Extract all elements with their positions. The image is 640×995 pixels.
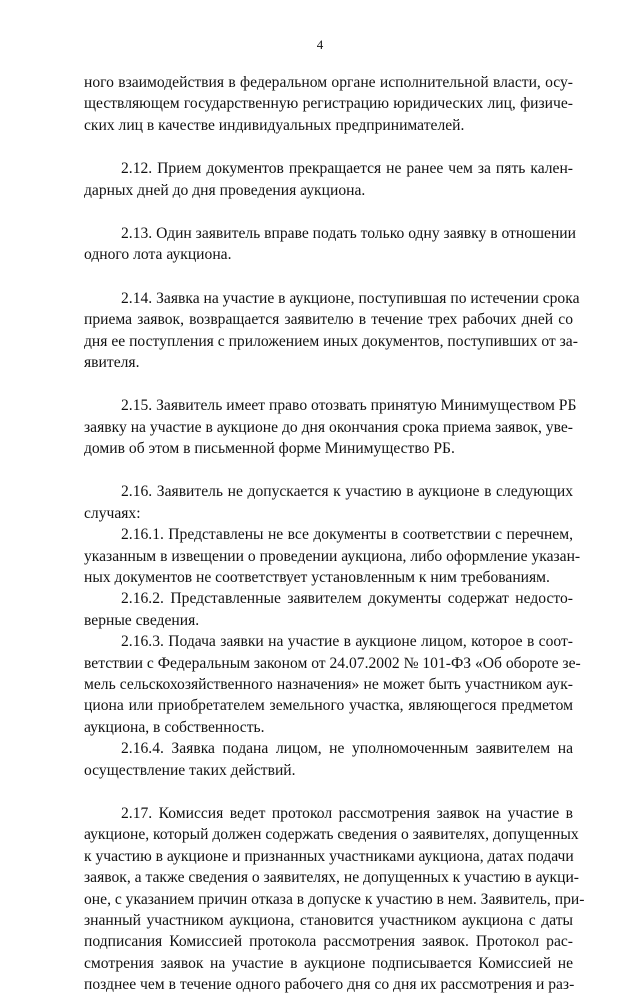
text-line: указанным в извещении о проведении аукциона, либо оформление указан-	[84, 547, 581, 565]
text-line: 2.16.3. Подача заявки на участие в аукционе лицом, которое в соот-	[121, 633, 573, 651]
text-line: домив об этом в письменной форме Минимущество РБ.	[84, 440, 455, 458]
text-line: позднее чем в течение одного рабочего дня со дня их рассмотрения и раз-	[84, 976, 575, 994]
text-line: 2.16.2. Представленные заявителем документы содержат недосто-	[121, 590, 573, 608]
text-line: верные сведения.	[84, 611, 200, 629]
text-line: случаях:	[84, 504, 141, 522]
document-body	[84, 72, 585, 995]
text-line: ного взаимодействия в федеральном органе исполнительной власти, осу-	[84, 74, 573, 91]
paragraph-2-12	[84, 158, 573, 201]
text-line: приема заявок, возвращается заявителю в течение трех рабочих дней со	[84, 311, 573, 329]
paragraph-2-16	[84, 481, 581, 780]
paragraph-2-15	[84, 395, 577, 459]
text-line: явителя.	[84, 353, 140, 371]
text-line: 2.15. Заявитель имеет право отозвать принятую Минимуществом РБ	[121, 397, 577, 415]
text-line: 2.16.1. Представлены не все документы в соответствии с перечнем,	[121, 526, 573, 544]
text-line: аукционе, который должен содержать сведения о заявителях, допущенных	[84, 826, 579, 844]
text-line: дарных дней до дня проведения аукциона.	[84, 181, 366, 199]
text-line: к участию в аукционе и признанных участниками аукциона, датах подачи	[84, 847, 574, 865]
text-line: ществляющем государственную регистрацию юридических лиц, физиче-	[84, 95, 573, 113]
text-line: заявку на участие в аукционе до дня окончания срока приема заявок, уве-	[84, 418, 573, 436]
text-line: 2.14. Заявка на участие в аукционе, поступившая по истечении срока	[121, 289, 580, 307]
text-line: смотрения заявок на участие в аукционе подписывается Комиссией не	[84, 954, 573, 972]
text-line: 2.17. Комиссия ведет протокол рассмотрения заявок на участие в	[121, 804, 573, 822]
text-line: осуществление таких действий.	[84, 761, 296, 779]
text-line: 2.13. Один заявитель вправе подать только одну заявку в отношении	[121, 224, 576, 242]
text-line: ветствии с Федеральным законом от 24.07.2002 № 101-ФЗ «Об обороте зе-	[84, 654, 581, 672]
text-line: мель сельскохозяйственного назначения» не может быть участником аук-	[84, 675, 573, 693]
paragraph-2-13	[84, 223, 576, 266]
text-line: ных документов не соответствует установленным к ним требованиям.	[84, 569, 550, 587]
text-line: заявок, а также сведения о заявителях, не допущенных к участию в аукци-	[84, 869, 579, 887]
text-line: ских лиц в качестве индивидуальных предпринимателей.	[84, 116, 465, 134]
text-line: одного лота аукциона.	[84, 246, 232, 264]
paragraph-2-17	[84, 803, 585, 995]
text-line: дня ее поступления с приложением иных документов, поступивших от за-	[84, 332, 578, 350]
text-line: циона или приобретателем земельного участка, являющегося предметом	[84, 697, 573, 715]
text-line: оне, с указанием причин отказа в допуске к участию в нем. Заявитель, при-	[84, 890, 585, 908]
paragraph-2-14	[84, 288, 580, 374]
text-line: 2.16. Заявитель не допускается к участию в аукционе в следующих	[121, 483, 573, 501]
page-number: 4	[316, 37, 324, 52]
text-line: знанный участником аукциона, становится участником аукциона с даты	[84, 911, 573, 929]
text-line: 2.12. Прием документов прекращается не ранее чем за пять кален-	[121, 160, 573, 178]
text-line: 2.16.4. Заявка подана лицом, не уполномоченным заявителем на	[121, 740, 573, 758]
text-line: подписания Комиссией протокола рассмотрения заявок. Протокол рас-	[84, 933, 573, 951]
text-line: аукциона, в собственность.	[84, 718, 265, 736]
paragraph-intro	[84, 72, 573, 136]
